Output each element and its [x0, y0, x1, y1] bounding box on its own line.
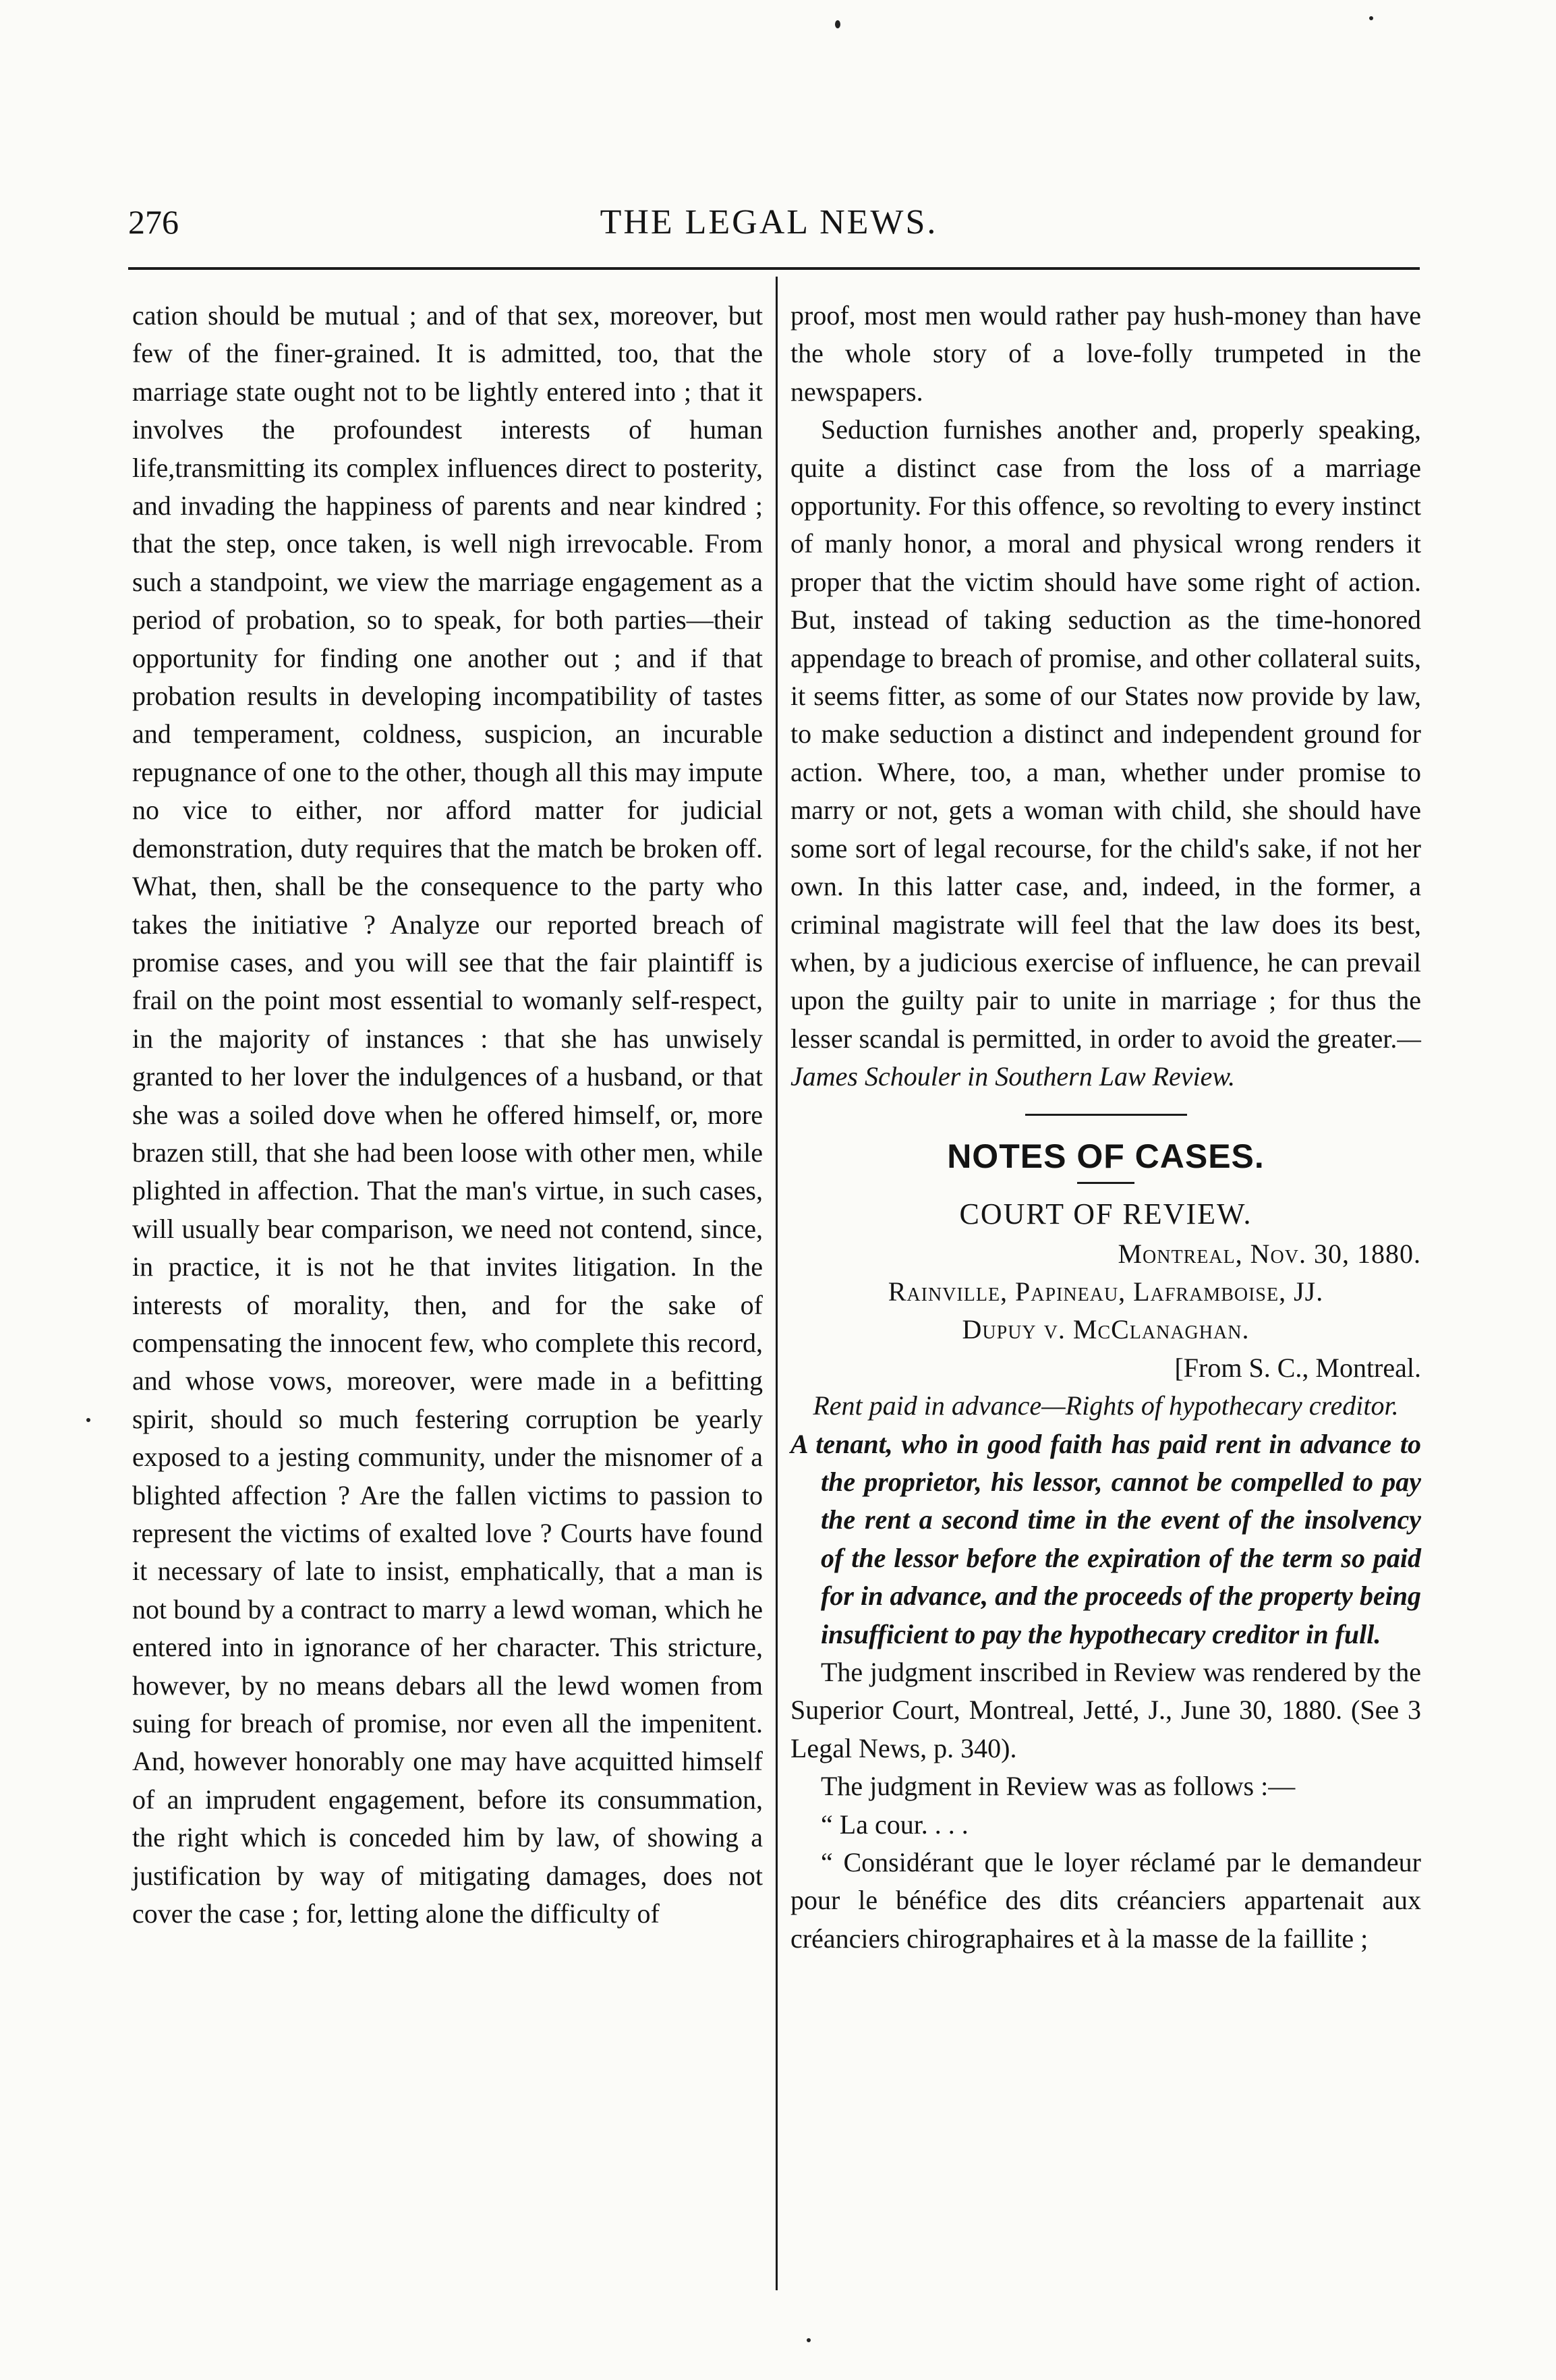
case-source: [From S. C., Montreal.	[1174, 1352, 1421, 1383]
right-column	[790, 297, 1421, 1958]
column-divider	[776, 277, 778, 2290]
print-speck	[807, 2338, 811, 2342]
author-signature: —James Schouler in Southern Law Review.	[790, 1023, 1421, 1092]
heading-rule	[1077, 1182, 1134, 1184]
body-paragraph: cation should be mutual ; and of that sex, moreover, but few of the finer-grained. It is admitted, too, that the marriage state ought not to be lightly entered into ; that it involves the profoundest interests of human life,transmitting its complex influences direct to posterity, and invading the happiness of parents and near kindred ; that the step, once taken, is well nigh irrevocable. From such a standpoint, we view the marriage engagement as a period of probation, so to speak, for both parties—their opportunity for finding one another out ; and if that probation results in developing incompatibility of tastes and temperament, coldness, suspicion, an incurable repugnance of one to the other, though all this may impute no vice to either, nor afford matter for judicial demonstration, duty requires that the match be broken off. What, then, shall be the consequence to the party who takes the initiative ? Analyze our reported breach of promise cases, and you will see that the fair plaintiff is frail on the point most essential to womanly self-respect, in the majority of instances : that she has unwisely granted to her lover the indulgences of a husband, or that she was a soiled dove when he offered himself, or, more brazen still, that she had been loose with other men, while plighted in affection. That the man's virtue, in such cases, will usually bear comparison, we need not contend, since, in practice, it is not he that invites litigation. In the interests of morality, then, and for the sake of compensating the innocent few, who complete this record, and whose vows, moreover, were made in a befitting spirit, should so much festering corruption be yearly exposed to a jesting community, under the misnomer of a blighted affection ? Are the fallen victims to passion to represent the victims of exalted love ? Courts have found it necessary of late to insist, emphatically, that a man is not bound by a contract to marry a lewd woman, which he entered into in ignorance of her character. This stricture, however, by no means debars all the lewd women from suing for breach of promise, nor even all the impenitent. And, however honorably one may have acquitted himself of an imprudent engagement, before its consummation, the right which is conceded him by law, of showing a justification by way of mitigating damages, does not cover the case ; for, letting alone the difficulty of	[132, 300, 763, 1929]
case-subject: Rent paid in advance—Rights of hypothecary creditor.	[813, 1390, 1399, 1421]
place-date: Montreal, Nov. 30, 1880.	[1118, 1238, 1421, 1269]
left-column	[132, 297, 763, 1933]
body-paragraph: “ La cour. . . .	[821, 1809, 969, 1840]
body-paragraph: The judgment in Review was as follows :—	[821, 1771, 1296, 1802]
body-paragraph: proof, most men would rather pay hush-money than have the whole story of a love-folly trumpeted in the newspapers.	[790, 300, 1421, 407]
page-number: 276	[128, 203, 179, 241]
print-speck	[86, 1418, 90, 1422]
judges-line: Rainville, Papineau, Laframboise, JJ.	[888, 1276, 1324, 1307]
running-title: THE LEGAL NEWS.	[600, 203, 938, 242]
print-speck	[1369, 16, 1373, 20]
header-rule	[128, 267, 1420, 270]
case-name: Dupuy v. McClanaghan.	[962, 1314, 1250, 1345]
page-header	[128, 202, 1410, 250]
section-rule	[1025, 1114, 1187, 1116]
body-paragraph	[790, 411, 1421, 1096]
court-name: COURT OF REVIEW.	[959, 1197, 1252, 1230]
body-paragraph: The judgment inscribed in Review was rendered by the Superior Court, Montreal, Jetté, J., June 30, 1880. (See 3 Legal News, p. 340).	[790, 1657, 1421, 1763]
paragraph-text: Seduction furnishes another and, properly speaking, quite a distinct case from the loss of a marriage opportunity. For this offence, so revolting to every instinct of manly honor, a moral and physical wrong renders it proper that the victim should have some right of action. But, instead of taking seduction as the time-honored appendage to breach of promise, and other collateral suits, it seems fitter, as some of our States now provide by law, to make seduction a distinct and independent ground for action. Where, too, a man, whether under promise to marry or not, gets a woman with child, she should have some sort of legal recourse, for the child's sake, if not her own. In this latter case, and, indeed, in the former, a criminal magistrate will feel that the law does its best, when, by a judicious exercise of influence, he can prevail upon the guilty pair to unite in marriage ; for thus the lesser scandal is permitted, in order to avoid the greater.	[790, 414, 1421, 1054]
print-speck	[835, 20, 840, 28]
case-headnote: A tenant, who in good faith has paid rent in advance to the proprietor, his lessor, cannot be compelled to pay the rent a second time in the event of the insolvency of the lessor before the expiration of the term so paid for in advance, and the proceeds of the property being insufficient to pay the hypothecary creditor in full.	[790, 1428, 1421, 1649]
section-heading: NOTES OF CASES.	[947, 1137, 1265, 1175]
body-paragraph: “ Considérant que le loyer réclamé par le demandeur pour le bénéfice des dits créanciers appartenait aux créanciers chirographaires et à la masse de la faillite ;	[790, 1847, 1421, 1954]
